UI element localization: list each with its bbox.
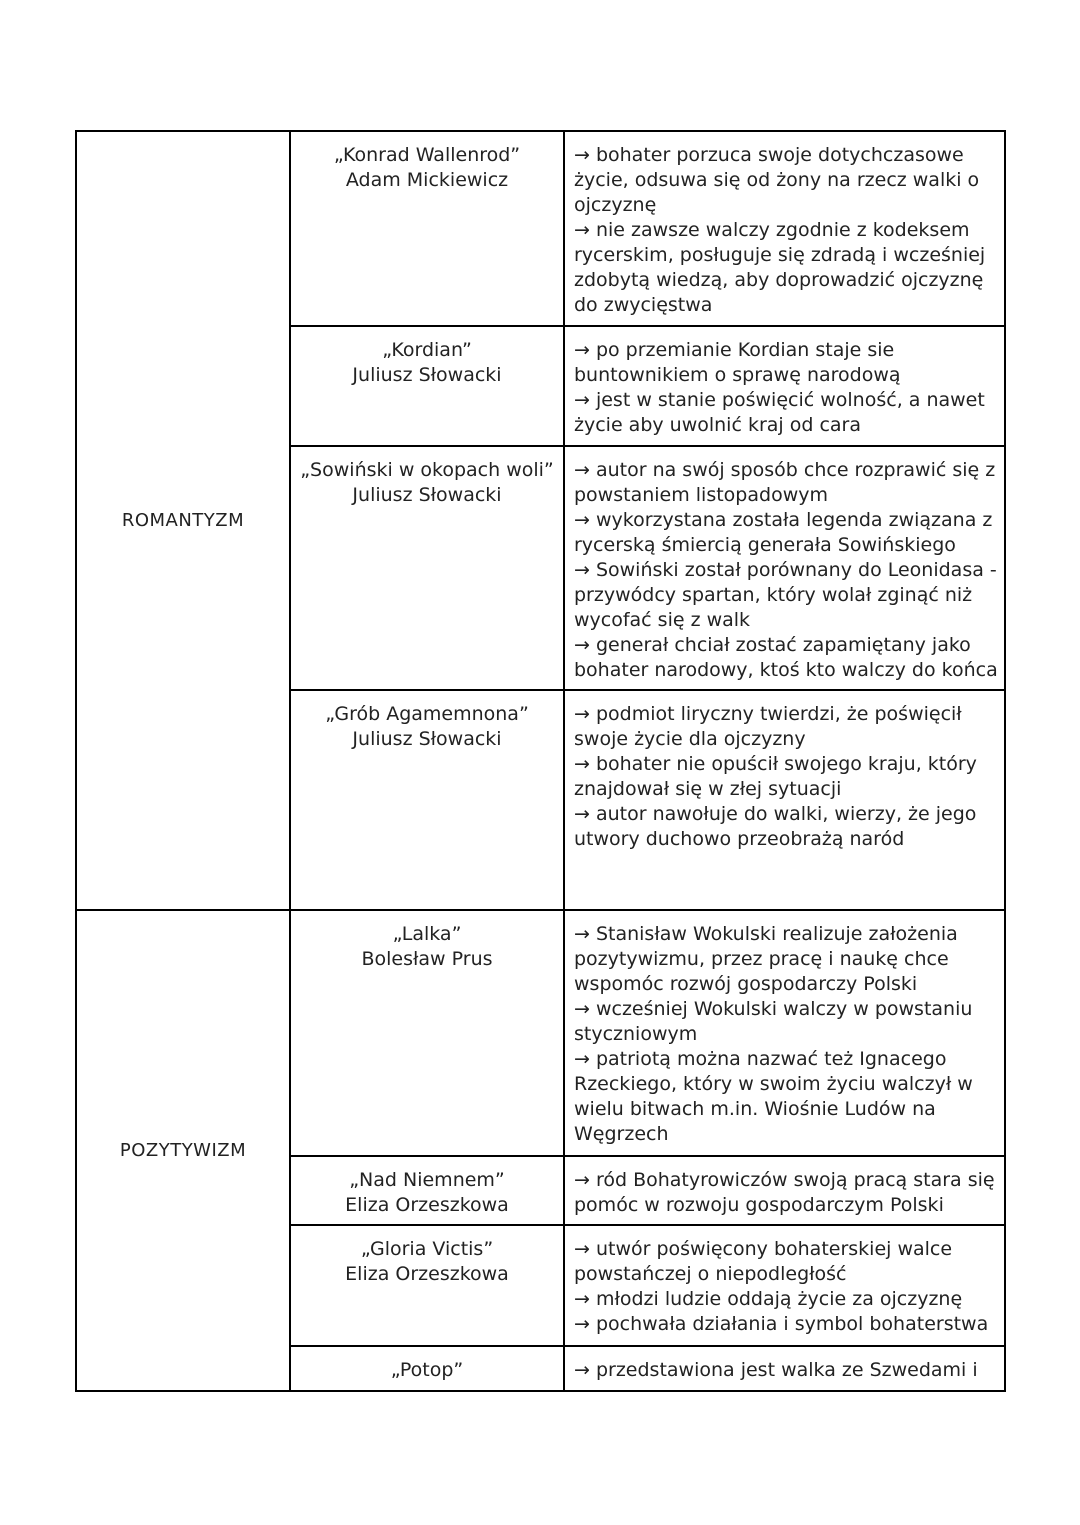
note: → przedstawiona jest walka ze Szwedami i (574, 1359, 978, 1381)
work-cell (290, 690, 564, 910)
work-author: Eliza Orzeszkowa (345, 1194, 509, 1216)
table-row (76, 131, 1005, 326)
note: → młodzi ludzie oddają życie za ojczyznę (574, 1288, 963, 1310)
note: → Sowiński został porównany do Leonidasa - przywódcy spartan, który wolał zginąć niż wycofać się z walk (574, 559, 997, 631)
work-author: Eliza Orzeszkowa (345, 1263, 509, 1285)
literature-table (75, 130, 1006, 1392)
note: → Stanisław Wokulski realizuje założenia pozytywizmu, przez pracę i naukę chce wspomóc rozwój gospodarczy Polski (574, 923, 958, 995)
work-cell (290, 1225, 564, 1346)
description-cell (564, 326, 1005, 446)
note: → autor na swój sposób chce rozprawić się z powstaniem listopadowym (574, 459, 996, 506)
work-author: Juliusz Słowacki (352, 484, 502, 506)
work-cell (290, 1156, 564, 1225)
work-author: Bolesław Prus (361, 948, 493, 970)
note: → podmiot liryczny twierdzi, że poświęcił swoje życie dla ojczyzny (574, 703, 962, 750)
work-title: „Grób Agamemnona” (325, 703, 529, 725)
epoch-cell: ROMANTYZM (76, 131, 290, 910)
note: → ród Bohatyrowiczów swoją pracą stara się pomóc w rozwoju gospodarczym Polski (574, 1169, 995, 1216)
work-title: „Potop” (390, 1359, 464, 1381)
note: → autor nawołuje do walki, wierzy, że jego utwory duchowo przeobrażą naród (574, 803, 977, 850)
table-row (76, 910, 1005, 1156)
epoch-cell: POZYTYWIZM (76, 910, 290, 1391)
note: → po przemianie Kordian staje sie buntownikiem o sprawę narodową (574, 339, 901, 386)
note: → wykorzystana została legenda związana z rycerską śmiercią generała Sowińskiego (574, 509, 993, 556)
note: → patriotą można nazwać też Ignacego Rzeckiego, który w swoim życiu walczył w wielu bitwach m.in. Wiośnie Ludów na Węgrzech (574, 1048, 973, 1145)
description-cell (564, 446, 1005, 690)
note: → nie zawsze walczy zgodnie z kodeksem rycerskim, posługuje się zdradą i wcześniej zdobytą wiedzą, aby doprowadzić ojczyznę do zwycięstwa (574, 219, 986, 316)
note: → generał chciał zostać zapamiętany jako bohater narodowy, ktoś kto walczy do końca (574, 634, 998, 681)
description-cell (564, 1225, 1005, 1346)
work-cell (290, 910, 564, 1156)
work-cell (290, 1346, 564, 1391)
description-cell (564, 131, 1005, 326)
work-cell (290, 326, 564, 446)
work-cell (290, 131, 564, 326)
work-title: „Gloria Victis” (360, 1238, 494, 1260)
note: → jest w stanie poświęcić wolność, a nawet życie aby uwolnić kraj od cara (574, 389, 985, 436)
work-title: „Sowiński w okopach woli” (300, 459, 554, 481)
work-author: Juliusz Słowacki (352, 728, 502, 750)
note: → utwór poświęcony bohaterskiej walce powstańczej o niepodległość (574, 1238, 953, 1285)
work-author: Juliusz Słowacki (352, 364, 502, 386)
description-cell (564, 910, 1005, 1156)
description-cell (564, 1346, 1005, 1391)
work-author: Adam Mickiewicz (345, 169, 509, 191)
work-title: „Konrad Wallenrod” (333, 144, 521, 166)
work-cell (290, 446, 564, 690)
note: → pochwała działania i symbol bohaterstwa (574, 1313, 989, 1335)
description-cell (564, 690, 1005, 910)
note: → bohater porzuca swoje dotychczasowe życie, odsuwa się od żony na rzecz walki o ojczyznę (574, 144, 980, 216)
note: → bohater nie opuścił swojego kraju, który znajdował się w złej sytuacji (574, 753, 977, 800)
work-title: „Nad Niemnem” (349, 1169, 505, 1191)
work-title: „Lalka” (392, 923, 462, 945)
work-title: „Kordian” (382, 339, 472, 361)
note: → wcześniej Wokulski walczy w powstaniu styczniowym (574, 998, 973, 1045)
description-cell (564, 1156, 1005, 1225)
